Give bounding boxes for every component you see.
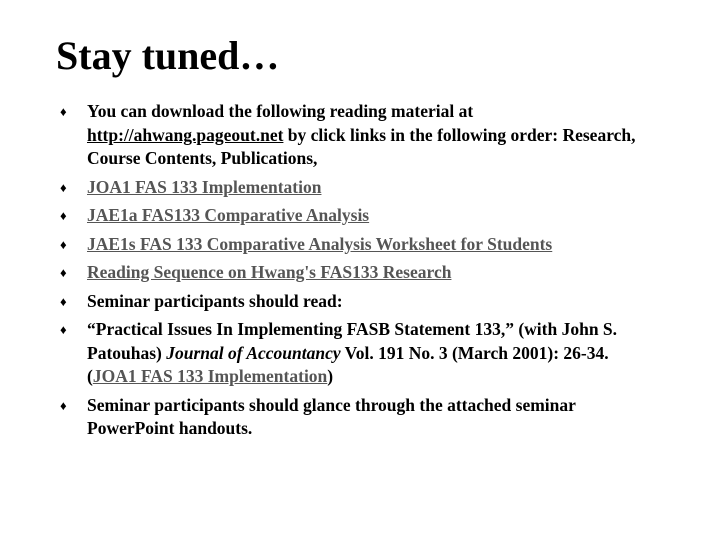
bullet-item-glance xyxy=(60,394,660,441)
pageout-link[interactable]: http://ahwang.pageout.net xyxy=(87,124,284,145)
reading-sequence-link[interactable]: Reading Sequence on Hwang's FAS133 Research xyxy=(87,262,452,282)
bullet-item-reading-sequence xyxy=(60,261,660,285)
bullet-item-citation xyxy=(60,318,660,389)
citation-text-pre: “Practical Issues In Implementing FASB Statement 133,” (with John S. Patouhas) xyxy=(87,319,618,363)
slide-title: Stay tuned… xyxy=(56,33,280,78)
glance-text: Seminar participants should glance through the attached seminar PowerPoint handouts. xyxy=(87,394,576,438)
bullet-item-jae1s xyxy=(60,233,660,257)
diamond-bullet-icon: ♦ xyxy=(60,179,67,195)
bullet-item-joa1 xyxy=(60,176,660,200)
citation-text-mid: Vol. 191 No. 3 (March 2001): 26-34. ( xyxy=(87,342,609,386)
diamond-bullet-icon: ♦ xyxy=(60,322,67,337)
should-read-text: Seminar participants should read: xyxy=(87,290,343,311)
bullet-item-download xyxy=(60,100,660,171)
diamond-bullet-icon: ♦ xyxy=(60,208,67,223)
diamond-bullet-icon: ♦ xyxy=(60,265,67,280)
diamond-bullet-icon: ♦ xyxy=(60,293,67,309)
journal-name: Journal of Accountancy xyxy=(166,342,341,363)
bullet-list xyxy=(60,100,660,446)
bullet-item-jae1a xyxy=(60,204,660,228)
citation-joa1-link[interactable]: JOA1 FAS 133 Implementation xyxy=(92,366,328,386)
diamond-bullet-icon: ♦ xyxy=(60,397,67,413)
jae1s-link[interactable]: JAE1s FAS 133 Comparative Analysis Worksheet for Students xyxy=(87,233,553,254)
download-text-pre: You can download the following reading material at xyxy=(87,101,474,121)
download-text-post: by click links in the following order: Research, Course Contents, Publications, xyxy=(87,124,636,168)
bullet-item-should-read xyxy=(60,290,660,314)
diamond-bullet-icon: ♦ xyxy=(60,236,67,252)
joa1-link[interactable]: JOA1 FAS 133 Implementation xyxy=(87,176,322,197)
diamond-bullet-icon: ♦ xyxy=(60,104,67,119)
jae1a-link[interactable]: JAE1a FAS133 Comparative Analysis xyxy=(87,205,370,225)
citation-text-post: ) xyxy=(327,366,334,386)
